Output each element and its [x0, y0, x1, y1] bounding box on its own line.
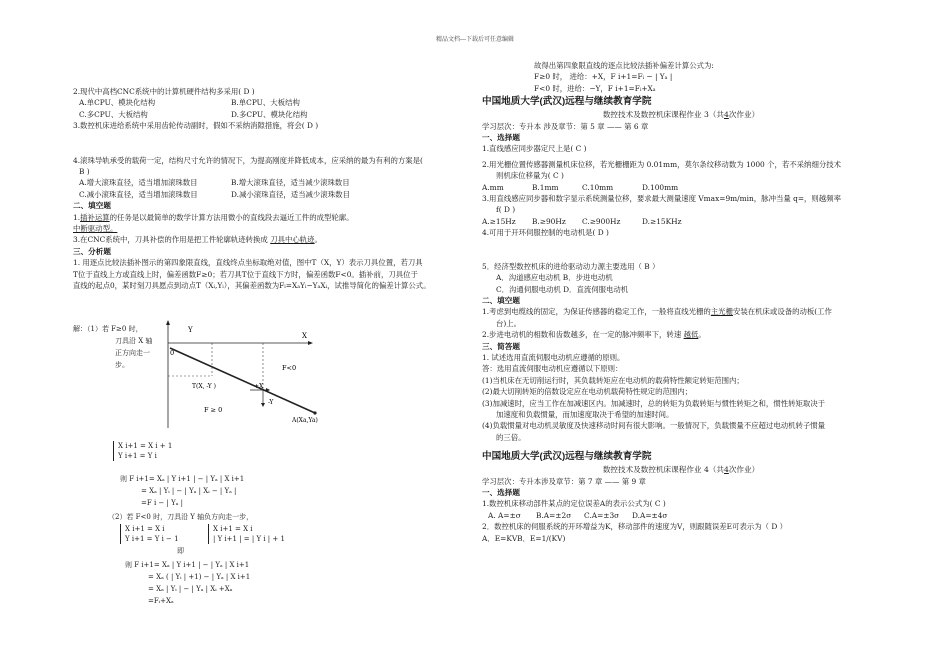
- solution-line-2: 刀具沿 X 轴: [115, 337, 153, 345]
- school-title-3: 中国地质大学(武汉)远程与继续教育学院: [482, 96, 652, 108]
- r-question-5-ab: A．沟道感应电动机 B．步进电动机: [496, 273, 613, 283]
- minus-y-label: -Y: [268, 399, 274, 406]
- interpolation-figure: [160, 318, 360, 433]
- equation-2d: X i+1 = X i: [213, 525, 253, 533]
- assignment-3-level: 学习层次：专升本 涉及章节：第 5 章 —— 第 6 章: [482, 121, 649, 131]
- r-fill-1-b: 台)上。: [496, 318, 522, 328]
- r-question-4: 4.可用于开环伺服控制的电动机是( D ): [482, 228, 609, 238]
- fill-3-prefix: 3.在CNC系统中，刀具补偿的作用是把工件轮廓轨迹转换成: [73, 235, 268, 245]
- r-fill-2-suffix: 。: [698, 330, 706, 340]
- question-4-options-row1: [73, 177, 473, 188]
- equation-group-1: [113, 441, 172, 461]
- option-a: A.≥15Hz: [482, 216, 516, 226]
- r-fill-1-answer: 主光栅: [710, 307, 733, 317]
- r-fill-1-prefix: 1.考虑到电缆线的固定，为保证传感器的稳定工作，一般将直线光栅的: [482, 307, 711, 317]
- equation-2i: =Fᵢ+Xₐ: [148, 597, 174, 605]
- equation-2a: X i+1 = X i: [125, 525, 165, 533]
- option-c: C.减小滚珠直径，适当增加滚珠数目: [79, 189, 198, 199]
- solution-label: 解：（1）若 F≥0 时，: [73, 325, 143, 333]
- assignment-3-subtitle: [482, 109, 880, 120]
- line-segment: [170, 348, 315, 413]
- g-question-2: 2．数控机床的伺服系统的开环增益为K，移动部件的速度为V，则跟随误差E可表示为（ D ）: [482, 522, 788, 532]
- question-4: 4.滚珠导轨承受的载荷一定，结构尺寸允许的情况下，为提高刚度并降低成本，应采纳的最为有利的方案是(: [73, 155, 423, 165]
- fill-1-text: 的任务是以最简单的数学计算方法用微小的直线段去逼近工件的成型轮廓。: [109, 212, 354, 222]
- g-question-1-options: [482, 510, 880, 521]
- equation-2e: | Y i+1 | = | Y i | + 1: [213, 535, 285, 543]
- fill-3: [73, 234, 473, 245]
- case-2-text: （2）若 F<0 时，刀具沿 Y 轴负方向走一步，: [108, 513, 254, 521]
- fill-3-suffix: 。: [314, 235, 322, 245]
- region-f-ge-0: F ≥ 0: [204, 406, 223, 414]
- point-t-label: T(X, -Y ): [192, 383, 217, 390]
- g-question-2-a: A．E=KVB．E=1/(KV): [482, 533, 566, 543]
- question-4-answer: B ): [79, 167, 90, 177]
- essay-point-1: (1)当机床在无切削运行时，其负载转矩应在电动机的载荷特性额定转矩范围内；: [482, 375, 744, 385]
- solution-line-4: 步。: [115, 361, 129, 369]
- equation-1c: 则 F i+1= Xₐ | Y i+1 | − | Yₐ | X i+1: [120, 475, 245, 483]
- option-b: B.单CPU、大板结构: [231, 98, 300, 108]
- formula-f-ge-0: F≥0 时， 进给：+X，F i+1=Fᵢ − | Yₐ |: [534, 72, 673, 82]
- option-c: C.≥900Hz: [582, 216, 621, 226]
- fill-1: [73, 212, 473, 223]
- section-fill-blank: 二、填空题: [73, 201, 111, 211]
- right-column: [482, 60, 880, 544]
- option-a: A. A=±σ: [488, 510, 521, 520]
- option-d: D.A=±4σ: [632, 510, 668, 520]
- assignment-4-suffix: 次作业）: [728, 465, 760, 475]
- option-a: A.mm: [482, 182, 504, 192]
- solution-line-3: 正方向走一: [115, 349, 150, 357]
- r-question-5: 5．经济型数控机床的进给驱动动力源主要选用（ B ）: [482, 261, 660, 271]
- r-question-3: 3.用直线感应同步器和数字显示系统测量位移，要求最大测量速度 Vmax=9m/min，脉冲当量 q=，则越频率: [482, 194, 841, 204]
- assignment-3-suffix: 次作业）: [728, 110, 760, 120]
- essay-point-3: (3)加减速时，应当工作在加减速区内。加减速时，总的转矩为负载转矩与惯性转矩之和，惯性转矩取决于: [482, 398, 826, 408]
- option-d: D.多CPU、模块化结构: [231, 109, 308, 119]
- page-header: 精品文档---下载后可任意编辑: [435, 36, 515, 43]
- question-2-options-row1: [73, 97, 473, 108]
- option-c: C.A=±3σ: [584, 510, 620, 520]
- equation-1e: =F i − | Yₐ |: [141, 499, 183, 507]
- assignment-4-prefix: 数控技术及数控机床课程作业 4（共: [602, 465, 724, 475]
- option-b: B.A=±2σ: [536, 510, 572, 520]
- formula-f-lt-0: F<0 时，进给：−Y，F i+1=Fᵢ+Xₐ: [534, 83, 656, 93]
- section-choice-3: 一、选择题: [482, 133, 520, 143]
- analysis-1: 1. 用逐点比较法插补图示的第四象限直线，直线终点坐标取绝对值，图中T（X，Y）表示刀具位置，若刀具: [73, 258, 423, 268]
- question-2-options-row2: [73, 109, 473, 120]
- plus-x-label: +X: [254, 383, 264, 390]
- fill-2: 中断驱动型。: [73, 224, 118, 234]
- option-a: A.单CPU、模块化结构: [79, 98, 156, 108]
- option-b: B.1mm: [532, 182, 559, 192]
- option-a: A.增大滚珠直径，适当增加滚珠数目: [79, 178, 198, 188]
- section-fill-3: 二、填空题: [482, 295, 520, 305]
- r-fill-2-answer: 越低: [683, 330, 699, 340]
- equation-1d: = Xₐ | Yᵢ | − | Yₐ | Xᵢ − | Yₐ |: [141, 487, 237, 495]
- assignment-4-total: 4: [723, 465, 729, 475]
- equation-2g: = Xₐ ( | Yᵢ | +1) − | Yₐ | X i+1: [148, 573, 251, 581]
- r-question-3-options: [482, 216, 880, 227]
- analysis-1-line2: T位于直线上方或直线上时，偏差函数F≥0；若刀具T位于直线下方时，偏差函数F<0。插补前，刀具位于: [73, 269, 418, 279]
- assignment-4-subtitle: [482, 464, 880, 475]
- axis-x-label: X: [302, 332, 307, 340]
- r-question-5-cd: C．沟通伺服电动机 D．直流伺服电动机: [496, 284, 629, 294]
- equation-group-3: [208, 524, 285, 544]
- equation-2h: = Xₐ | Yᵢ | − | Yₐ | Xᵢ +Xₐ: [148, 585, 233, 593]
- r-question-2-options: [482, 182, 880, 193]
- essay-point-4: (4)负载惯量对电动机灵敏度及快速移动时间有很大影响。一般情况下，负载惯量不应超过电动机转子惯量: [482, 421, 826, 431]
- essay-question: 1. 试述选用直流伺服电动机应遵循的原则。: [482, 352, 625, 362]
- equation-2b: Y i+1 = Y i − 1: [125, 535, 179, 543]
- assignment-3-prefix: 数控技术及数控机床课程作业 3（共: [602, 110, 724, 120]
- section-analysis: 三、分析题: [73, 246, 111, 256]
- left-column: [73, 86, 473, 292]
- equation-group-2: [120, 524, 179, 544]
- r-fill-1: [482, 306, 880, 317]
- r-fill-2: [482, 329, 880, 340]
- region-f-lt-0: F<0: [282, 364, 297, 372]
- option-c: C.多CPU、大板结构: [79, 109, 148, 119]
- option-b: B.增大滚珠直径，适当减少滚珠数目: [231, 178, 350, 188]
- essay-answer: 答：选用直流伺服电动机应遵循以下原则：: [482, 364, 623, 374]
- option-d: D.100mm: [642, 182, 679, 192]
- equation-1a: X i+1 = X i + 1: [118, 442, 173, 450]
- assignment-4-level: 学习层次：专升本涉及章节：第 7 章 —— 第 9 章: [482, 476, 646, 486]
- option-b: B.≥90Hz: [532, 216, 566, 226]
- option-d: D.≥15KHz: [642, 216, 682, 226]
- essay-point-3-b: 加速度和负载惯量，而加速度取决于希望的加速时间。: [496, 409, 674, 419]
- option-c: C.10mm: [582, 182, 614, 192]
- essay-point-2: (2)最大切削转矩的倍数设定应在电动机载荷特性规定的范围内；: [482, 387, 693, 397]
- analysis-1-line3: 直线的起点0，某时刻刀具愿点到动点T（Xᵢ,Yᵢ），其偏差函数为Fᵢ=XₐYᵢ−YₐXᵢ，试推导简化的偏差计算公式。: [73, 281, 431, 291]
- section-choice-4: 一、选择题: [482, 488, 520, 497]
- fill-1-prefix: 1.: [73, 212, 81, 222]
- axis-y-label: Y: [188, 326, 193, 334]
- section-short-answer: 三、简答题: [482, 341, 520, 351]
- option-d: D.减小滚珠直径，适当减少滚珠数目: [231, 189, 350, 199]
- equation-1b: Y i+1 = Y i: [118, 452, 157, 460]
- point-a-label: A(Xa,Ya): [292, 417, 318, 424]
- r-fill-2-prefix: 2.步进电动机的相数和齿数越多，在一定的脉冲频率下，转速: [482, 330, 682, 340]
- r-fill-1-suffix: 安装在机床或设备的动板(工作: [732, 307, 832, 317]
- r-question-1: 1.直线感应同步器定尺上是( C ): [482, 144, 587, 154]
- school-title-4: 中国地质大学(武汉)远程与继续教育学院: [482, 451, 652, 463]
- r-question-2-b: 则机床位移量为( C ): [496, 171, 564, 181]
- origin-label: 0: [170, 349, 175, 357]
- equation-2-ie: 即: [177, 547, 184, 555]
- equation-2f: 则 F i+1= Xₐ | Y i+1 | − | Yₐ | X i+1: [125, 561, 250, 569]
- formula-intro: 故得出第四象限直线的逐点比较法插补偏差计算公式为:: [534, 61, 714, 70]
- r-question-2: 2.用光栅位置传感器测量机床位移，若光栅栅距为 0.01mm，莫尔条纹移动数为 1000 个，若不采纳细分技术: [482, 159, 842, 169]
- r-question-3-b: f( D ): [496, 205, 516, 215]
- assignment-3-total: 4: [723, 110, 729, 120]
- fill-1-answer: 插补运算: [80, 212, 110, 222]
- fill-3-answer: 刀具中心轨迹: [270, 235, 315, 245]
- question-4-options-row2: [73, 189, 473, 200]
- question-3: 3.数控机床进给系统中采用齿轮传动副时，假如不采纳消隙措施，将会( D ): [73, 121, 319, 131]
- g-question-1: 1.数控机床移动部件某点的定位误差A的表示公式为( C ): [482, 499, 666, 509]
- essay-point-4-b: 的三倍。: [496, 432, 526, 442]
- question-2: 2.现代中高档CNC系统中的计算机硬件结构多采用( D ): [73, 87, 255, 96]
